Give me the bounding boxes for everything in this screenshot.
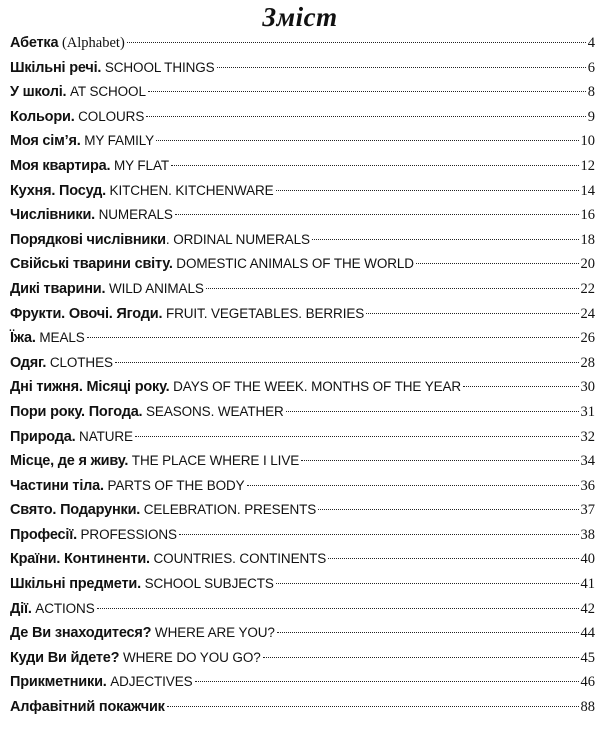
toc-entry-page-number: 14 — [580, 182, 595, 199]
toc-entry-page-number: 38 — [580, 526, 595, 543]
toc-entry-title-en: THE PLACE WHERE I LIVE — [131, 453, 300, 469]
toc-entry-title-uk: Порядкові числівники — [10, 231, 166, 248]
toc-entry-page-number: 12 — [580, 157, 595, 174]
toc-entry-title-en: SEASONS. WEATHER — [146, 403, 284, 419]
toc-entry-title-uk: Місце, де я живу. — [10, 453, 129, 470]
dot-leader — [171, 165, 579, 166]
dot-leader — [318, 509, 578, 510]
toc-entry[interactable] — [10, 572, 595, 597]
toc-entry[interactable] — [10, 129, 595, 154]
toc-entry-title-uk: Дні тижня. Місяці року. — [10, 379, 170, 396]
dot-leader — [148, 91, 586, 92]
toc-entry[interactable] — [10, 474, 595, 499]
dot-leader — [277, 632, 579, 633]
toc-entry[interactable] — [10, 105, 595, 130]
dot-leader — [217, 67, 586, 68]
toc-entry-page-number: 4 — [587, 35, 595, 51]
dot-leader — [276, 583, 579, 584]
dot-leader — [263, 657, 579, 658]
toc-entry-page-number: 45 — [580, 649, 595, 666]
toc-entry[interactable] — [10, 326, 595, 351]
toc-entry[interactable] — [10, 547, 595, 572]
dot-leader — [463, 386, 578, 387]
toc-entry-title-uk: Шкільні предмети. — [10, 576, 141, 593]
page-title: Зміст — [262, 2, 338, 32]
toc-entry-title-en: CLOTHES — [49, 354, 113, 370]
toc-entry-title-en: MY FLAT — [113, 157, 169, 173]
toc-entry-page-number: 18 — [580, 231, 595, 248]
toc-entry-page-number: 36 — [580, 477, 595, 494]
toc-entry-page-number: 22 — [580, 280, 595, 297]
toc-entry-title-en: AT SCHOOL — [70, 84, 146, 100]
toc-entry[interactable] — [10, 277, 595, 302]
toc-entry-title-en: KITCHEN. KITCHENWARE — [109, 182, 274, 198]
toc-entry-title-uk: Числівники. — [10, 207, 95, 224]
dot-leader — [135, 436, 579, 437]
dot-leader — [115, 362, 579, 363]
toc-entry[interactable] — [10, 449, 595, 474]
toc-entry-page-number: 6 — [587, 59, 595, 76]
toc-entry[interactable] — [10, 154, 595, 179]
toc-entry[interactable] — [10, 523, 595, 548]
toc-entry-page-number: 40 — [580, 551, 595, 568]
toc-entry[interactable] — [10, 400, 595, 425]
toc-entry-page-number: 88 — [580, 699, 595, 716]
toc-entry-title-uk: Алфавітний покажчик — [10, 699, 165, 716]
toc-entry-title-en: COUNTRIES. CONTINENTS — [153, 551, 327, 567]
toc-entry-title-en: PARTS OF THE BODY — [107, 477, 245, 493]
toc-entry[interactable] — [10, 498, 595, 523]
dot-leader — [97, 608, 579, 609]
toc-entry-title-uk: Кухня. Посуд. — [10, 182, 106, 199]
toc-entry-title-uk: Країни. Континенти. — [10, 551, 150, 568]
toc-entry[interactable] — [10, 670, 595, 695]
dot-leader — [301, 460, 578, 461]
toc-entry-title-uk: Їжа. — [10, 330, 36, 347]
toc-entry[interactable] — [10, 695, 595, 720]
toc-entry-title-en: MY FAMILY — [84, 133, 155, 149]
dot-leader — [206, 288, 579, 289]
toc-entry[interactable] — [10, 179, 595, 204]
toc-entry[interactable] — [10, 375, 595, 400]
toc-entry[interactable] — [10, 31, 595, 56]
toc-entry[interactable] — [10, 203, 595, 228]
toc-entry-title-uk: Пори року. Погода. — [10, 403, 143, 420]
toc-entry-page-number: 34 — [580, 453, 595, 470]
toc-entry-title-uk: Дикі тварини. — [10, 280, 106, 297]
toc-entry-title-uk: Куди Ви йдете? — [10, 649, 120, 666]
toc-entry-title-en: MEALS — [39, 330, 85, 346]
toc-entry-title-en: FRUIT. VEGETABLES. BERRIES — [165, 305, 365, 321]
toc-entry-title-uk: Одяг. — [10, 354, 47, 371]
toc-entry-title-en: NUMERALS — [98, 207, 173, 223]
toc-entry-title-en: SCHOOL SUBJECTS — [144, 576, 274, 592]
dot-leader — [146, 116, 586, 117]
toc-entry-page-number: 41 — [580, 576, 595, 593]
dot-leader — [179, 534, 579, 535]
toc-entry[interactable] — [10, 56, 595, 81]
toc-entry-page-number: 24 — [580, 305, 595, 322]
toc-entry-title-uk: Де Ви знаходитеся? — [10, 625, 152, 642]
toc-entry-title-uk: Кольори. — [10, 108, 75, 125]
toc-entry-title-en: ACTIONS — [35, 600, 95, 616]
toc-entry-page-number: 30 — [580, 379, 595, 396]
toc-entry-page-number: 37 — [580, 502, 595, 519]
toc-entry-title-en: WHERE ARE YOU? — [154, 625, 275, 641]
toc-entry[interactable] — [10, 621, 595, 646]
dot-leader — [167, 706, 579, 707]
toc-entry[interactable] — [10, 425, 595, 450]
toc-entry-page-number: 20 — [580, 256, 595, 273]
toc-entry-title-en: (Alphabet) — [61, 35, 125, 51]
toc-entry-title-uk: Свійські тварини світу. — [10, 256, 173, 273]
toc-entry-page-number: 46 — [580, 674, 595, 691]
toc-entry-title-en: WHERE DO YOU GO? — [122, 649, 261, 665]
toc-entry-title-uk: Шкільні речі. — [10, 59, 102, 76]
toc-entry[interactable] — [10, 80, 595, 105]
toc-entry-title-uk: Прикметники. — [10, 674, 107, 691]
toc-entry-page-number: 32 — [580, 428, 595, 445]
toc-entry-title-en: ADJECTIVES — [110, 674, 193, 690]
toc-entry[interactable] — [10, 351, 595, 376]
toc-entry-page-number: 8 — [587, 84, 595, 101]
toc-entry[interactable] — [10, 302, 595, 327]
toc-entry-page-number: 31 — [580, 403, 595, 420]
toc-entry-title-uk: Дії. — [10, 600, 32, 617]
toc-entry-title-uk: Моя сім’я. — [10, 133, 81, 150]
toc-entry-page-number: 26 — [580, 330, 595, 347]
toc-entry-title-uk: Моя квартира. — [10, 157, 111, 174]
toc-entry-title-uk: Фрукти. Овочі. Ягоди. — [10, 305, 163, 322]
dot-leader — [312, 239, 579, 240]
toc-entry-title-en: COLOURS — [78, 108, 145, 124]
toc-entry-title-en: PROFESSIONS — [80, 526, 177, 542]
toc-entry-title-uk: Природа. — [10, 428, 76, 445]
toc-entry-page-number: 28 — [580, 354, 595, 371]
dot-leader — [286, 411, 579, 412]
toc-entry-title-en: NATURE — [79, 428, 133, 444]
toc-entry-title-en: DAYS OF THE WEEK. MONTHS OF THE YEAR — [173, 379, 462, 395]
toc-entry-title-uk: У школі. — [10, 84, 67, 101]
dot-leader — [175, 214, 579, 215]
dot-leader — [127, 42, 586, 43]
table-of-contents — [10, 31, 595, 720]
dot-leader — [156, 140, 578, 141]
toc-entry-title-uk: Свято. Подарунки. — [10, 502, 141, 519]
toc-entry[interactable] — [10, 597, 595, 622]
toc-entry-title-uk: Абетка — [10, 35, 59, 51]
toc-entry-title-en: DOMESTIC ANIMALS OF THE WORLD — [176, 256, 414, 272]
toc-entry-title-en: WILD ANIMALS — [108, 280, 204, 296]
toc-entry[interactable] — [10, 228, 595, 253]
dot-leader — [247, 485, 579, 486]
dot-leader — [87, 337, 579, 338]
dot-leader — [416, 263, 579, 264]
toc-entry-page-number: 9 — [587, 108, 595, 125]
dot-leader — [276, 190, 579, 191]
dot-leader — [195, 681, 579, 682]
toc-entry-title-uk: Професії. — [10, 526, 77, 543]
toc-entry-page-number: 10 — [580, 133, 595, 150]
toc-entry-page-number: 44 — [580, 625, 595, 642]
toc-entry-page-number: 16 — [580, 207, 595, 224]
toc-entry-page-number: 42 — [580, 600, 595, 617]
dot-leader — [328, 558, 578, 559]
toc-entry[interactable] — [10, 646, 595, 671]
toc-entry-title-uk: Частини тіла. — [10, 477, 104, 494]
toc-entry-title-en: SCHOOL THINGS — [104, 59, 215, 75]
toc-entry-title-en: CELEBRATION. PRESENTS — [143, 502, 317, 518]
dot-leader — [366, 313, 578, 314]
toc-entry[interactable] — [10, 252, 595, 277]
toc-entry-title-en: . ORDINAL NUMERALS — [165, 231, 310, 247]
